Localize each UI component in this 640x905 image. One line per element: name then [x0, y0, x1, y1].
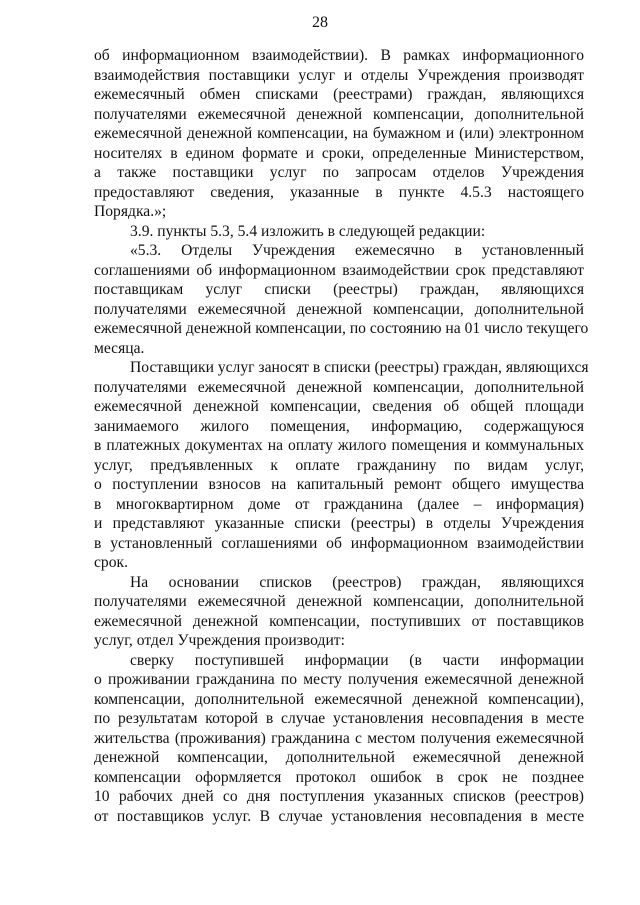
text-line: Поставщики услуг заносят в списки (реестры) граждан, являющихся [130, 359, 589, 376]
text-line: о проживании гражданина по месту получения ежемесячной денежной [94, 671, 584, 688]
text-line: о поступлении взносов на капитальный ремонт общего имущества [94, 476, 584, 493]
text-line: ежемесячной денежной компенсации, поступивших от поставщиков [94, 612, 584, 630]
text-line: срок. [94, 554, 128, 571]
text-line: ежемесячный обмен списками (реестрами) граждан, являющихся [94, 86, 584, 103]
text-line: взаимодействия поставщики услуг и отделы Учреждения производят [94, 66, 584, 84]
text-line: предоставляют сведения, указанные в пункте 4.5.3 настоящего [94, 183, 584, 201]
text-line: получателями ежемесячной денежной компенсации, дополнительной [94, 378, 584, 396]
text-line: сверку поступившей информации (в части информации [130, 651, 584, 669]
text-line: занимаемого жилого помещения, информацию, содержащуюся [94, 417, 584, 435]
text-line: в многоквартирном доме от гражданина (далее – информация) [94, 495, 584, 513]
text-line: месяца. [94, 339, 145, 357]
text-line: в платежных документах на оплату жилого помещения и коммунальных [94, 437, 584, 454]
text-line: поставщикам услуг списки (реестры) граждан, являющихся [94, 281, 584, 298]
text-line: услуг, предъявленных к оплате гражданину по видам услуг, [94, 456, 584, 474]
text-line: и представляют указанные списки (реестры) в отделы Учреждения [94, 515, 584, 532]
text-line: ежемесячной денежной компенсации, сведения об общей площади [94, 398, 584, 415]
text-line: получателями ежемесячной денежной компенсации, дополнительной [94, 105, 584, 123]
text-line: 10 рабочих дней со дня поступления указанных списков (реестров) [94, 788, 584, 805]
page-number: 28 [312, 14, 328, 31]
text-line: в установленный соглашениями об информационном взаимодействии [94, 534, 584, 552]
text-line: а также поставщики услуг по запросам отделов Учреждения [94, 164, 584, 181]
text-line: получателями ежемесячной денежной компенсации, дополнительной [94, 300, 584, 318]
text-line: компенсации, дополнительной ежемесячной денежной компенсации), [94, 690, 584, 708]
text-line: от поставщиков услуг. В случае установления несовпадения в месте [94, 807, 584, 825]
text-line: по результатам которой в случае установления несовпадения в месте [94, 710, 584, 727]
document-body [94, 46, 589, 826]
text-line: «5.3. Отделы Учреждения ежемесячно в установленный [130, 242, 584, 259]
text-line: ежемесячной денежной компенсации, на бумажном и (или) электронном [94, 125, 584, 142]
text-line: ежемесячной денежной компенсации, по состоянию на 01 число текущего [94, 320, 589, 337]
text-line: На основании списков (реестров) граждан, являющихся [130, 573, 584, 591]
text-line: Порядка.»; [94, 203, 167, 220]
text-line: соглашениями об информационном взаимодействии срок представляют [94, 261, 584, 279]
text-line: жительства (проживания) гражданина с местом получения ежемесячной [94, 729, 584, 747]
text-line: носителях в едином формате и сроки, определенные Министерством, [94, 144, 584, 162]
text-line: услуг, отдел Учреждения производит: [94, 632, 345, 649]
text-line: 3.9. пункты 5.3, 5.4 изложить в следующей редакции: [130, 222, 486, 240]
text-line: денежной компенсации, дополнительной ежемесячной денежной [94, 749, 584, 766]
text-line: компенсации оформляется протокол ошибок в срок не позднее [94, 768, 584, 786]
text-line: об информационном взаимодействии). В рамках информационного [94, 47, 584, 64]
text-line: получателями ежемесячной денежной компенсации, дополнительной [94, 593, 584, 610]
